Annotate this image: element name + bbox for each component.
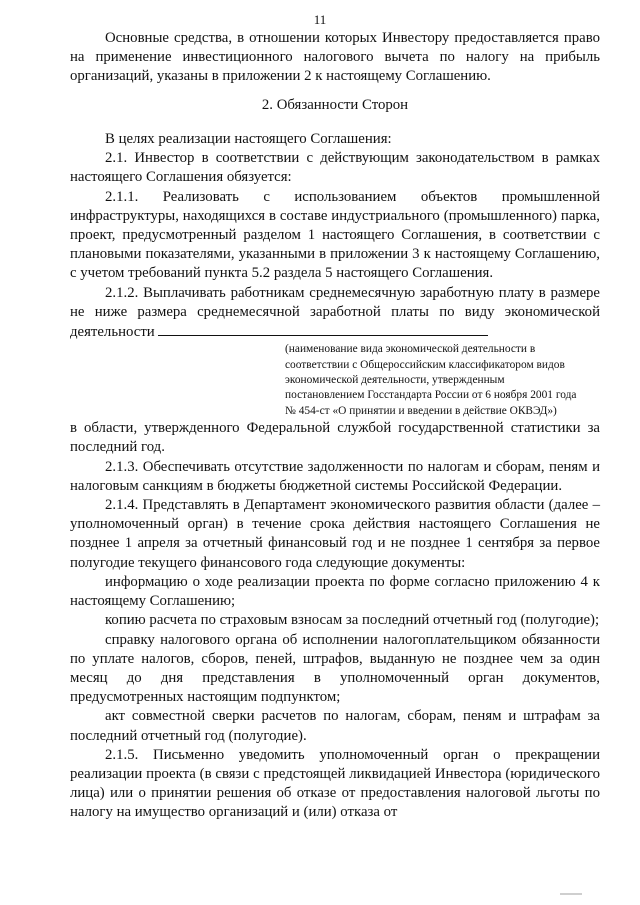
- paragraph: 2.1.5. Письменно уведомить уполномоченный орган о прекращении реализации проекта (в связи с предстоящей ликвидацией Инвестора (юридического лица) или о принятии решения об отказе от предоставления налоговой льготы по налогу на имущество организаций и (или) отказа от: [70, 746, 600, 821]
- paragraph: 2.1.1. Реализовать с использованием объектов промышленной инфраструктуры, находящихся в составе индустриального (промышленного) парка, проект, предусмотренный разделом 1 настоящего Соглашения, в соответствии с плановыми показателями, указанными в приложении 3 к настоящему Соглашению, с учетом требований пункта 5.2 раздела 5 настоящего Соглашения.: [70, 188, 600, 282]
- paragraph: акт совместной сверки расчетов по налогам, сборам, пеням и штрафам за последний отчетный год (полугодие).: [70, 708, 600, 744]
- section-body: [70, 130, 600, 823]
- page-number: 11: [313, 12, 327, 27]
- paragraph: информацию о ходе реализации проекта по форме согласно приложению 4 к настоящему Соглашению;: [70, 573, 600, 610]
- section-title: 2. Обязанности Сторон: [261, 97, 409, 113]
- paragraph: копию расчета по страховым взносам за последний отчетный год (полугодие);: [105, 612, 600, 629]
- footnote: (наименование вида экономической деятельности в соответствии с Общероссийским классификатором видов экономической деятельности, утвержденным постановлением Госстандарта России от 6 ноября 2001 года № 454-ст «О принятии и введении в действие ОКВЭД»): [285, 343, 577, 417]
- paragraph: в области, утвержденного Федеральной службой государственной статистики за последний год.: [70, 420, 600, 456]
- intro-paragraph: Основные средства, в отношении которых Инвестору предоставляется право на применение инвестиционного налогового вычета по налогу на прибыль организаций, указаны в приложении 2 к настоящему Соглашению.: [70, 30, 600, 85]
- paragraph: 2.1.4. Представлять в Департамент экономического развития области (далее – уполномоченный орган) в течение срока действия настоящего Соглашения не позднее 1 апреля за отчетный финансовый год и не позднее 1 сентября за первое полугодие текущего финансового года следующие документы:: [70, 497, 600, 571]
- paragraph-with-blank: [70, 284, 600, 343]
- fill-in-blank: [158, 322, 488, 336]
- paragraph: 2.1. Инвестор в соответствии с действующим законодательством в рамках настоящего Соглашения обязуется:: [70, 150, 600, 186]
- section-heading-block: [70, 96, 600, 115]
- paragraph: 2.1.3. Обеспечивать отсутствие задолженности по налогам и сборам, пеням и налоговым санкциям в бюджеты бюджетной системы Российской Федерации.: [70, 458, 600, 494]
- intro-block: [70, 29, 600, 87]
- paragraph: В целях реализации настоящего Соглашения:: [105, 131, 392, 147]
- paragraph-text: 2.1.2. Выплачивать работникам среднемесячную заработную плату в размере не ниже размера среднемесячной заработной платы по виду экономической деятельности: [70, 284, 600, 341]
- paragraph: справку налогового органа об исполнении налогоплательщиком обязанности по уплате налогов, сборов, пеней, штрафов, выданную не позднее чем за один месяц до дня представления в уполномоченный орган документов, предусмотренных настоящим подпунктом;: [70, 631, 600, 706]
- scan-mark: [560, 893, 582, 895]
